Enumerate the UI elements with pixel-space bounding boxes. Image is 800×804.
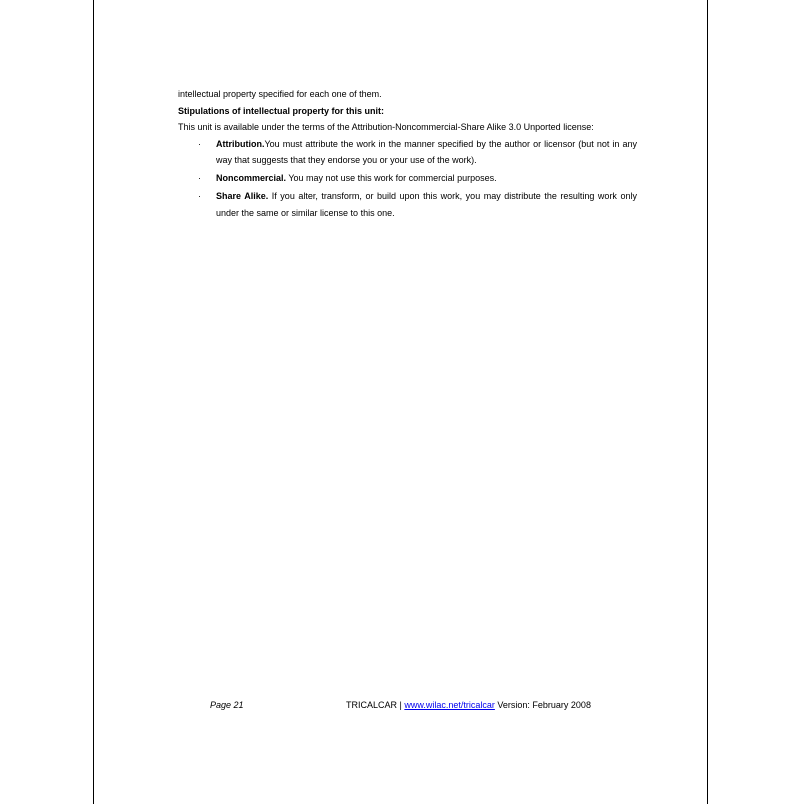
- list-item: [178, 136, 637, 169]
- term-attribution: Attribution.: [216, 138, 265, 149]
- page-footer: [0, 700, 800, 714]
- ip-heading: Stipulations of intellectual property for this unit:: [178, 105, 385, 116]
- footer-org: TRICALCAR |: [346, 700, 405, 710]
- footer-info: [346, 700, 591, 710]
- bullet-icon: ·: [198, 173, 201, 183]
- license-paragraph: This unit is available under the terms of the Attribution-Noncommercial-Share Alike 3.0 Unported license:: [178, 122, 594, 132]
- term-description: You must attribute the work in the manner specified by the author or licensor (but not in any way that suggests that they endorse you or your use of the work).: [216, 138, 637, 165]
- bullet-icon: ·: [198, 191, 201, 201]
- intro-line: intellectual property specified for each one of them.: [178, 89, 382, 99]
- footer-version: Version: February 2008: [494, 700, 591, 710]
- term-description: If you alter, transform, or build upon this work, you may distribute the resulting work only under the same or similar license to this one.: [216, 191, 637, 218]
- license-terms-list: [178, 136, 637, 222]
- bullet-icon: ·: [198, 138, 201, 149]
- page-number: Page 21: [210, 700, 244, 710]
- page-body: [178, 86, 637, 223]
- term-description: You may not use this work for commercial purposes.: [286, 173, 497, 183]
- list-item: [178, 188, 637, 221]
- list-item: [178, 170, 637, 187]
- term-share-alike: Share Alike.: [216, 191, 269, 201]
- footer-link[interactable]: www.wilac.net/tricalcar: [404, 700, 495, 710]
- term-noncommercial: Noncommercial.: [216, 173, 287, 183]
